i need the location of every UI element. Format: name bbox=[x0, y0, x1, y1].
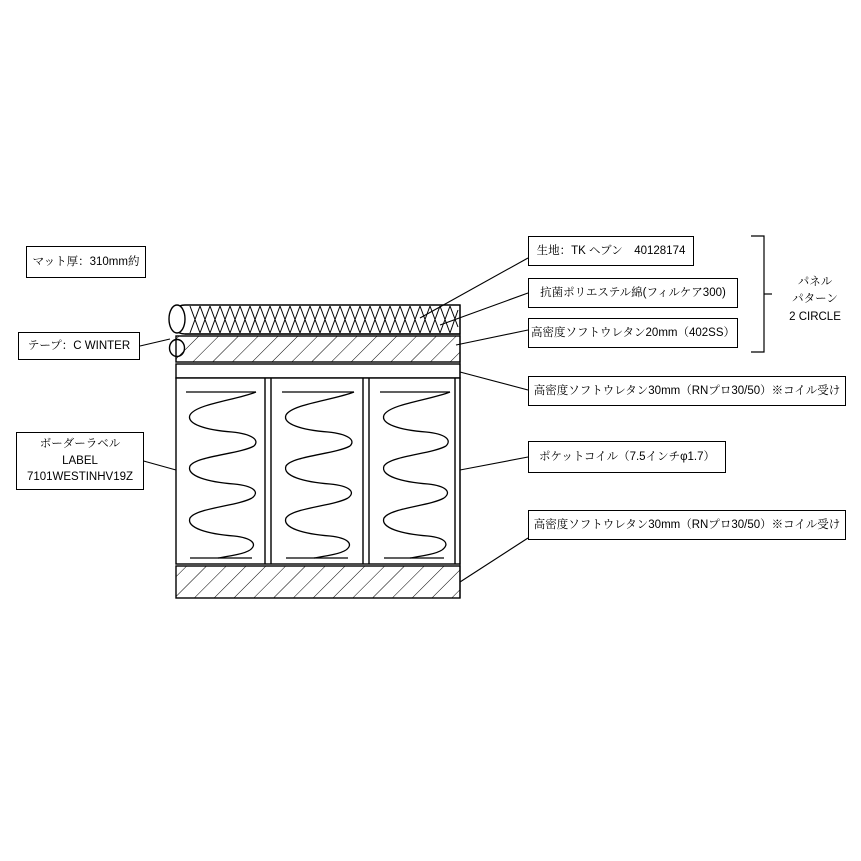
callout-fabric-text: 生地：TK ヘブン 40128174 bbox=[536, 244, 686, 257]
layer-pocket-coils bbox=[176, 378, 460, 564]
callout-fabric bbox=[528, 236, 694, 266]
callout-urethane-30-bottom-text: 高密度ソフトウレタン30mm（RNプロ30/50）※コイル受け bbox=[533, 518, 841, 531]
leader-border-label bbox=[140, 460, 176, 470]
layer-quilted-top bbox=[171, 305, 461, 334]
callout-pocket-coil-text: ポケットコイル（7.5インチφ1.7） bbox=[538, 450, 716, 463]
callout-urethane-30-bottom bbox=[528, 510, 846, 540]
leader-urethane-30-bottom bbox=[460, 538, 528, 582]
leader-urethane-30-top bbox=[460, 372, 528, 390]
panel-pattern-line-1: パネル bbox=[797, 276, 833, 288]
mattress-body bbox=[169, 305, 460, 598]
leader-urethane-20 bbox=[456, 330, 528, 345]
callout-tape bbox=[18, 332, 140, 360]
callout-urethane-30-top-text: 高密度ソフトウレタン30mm（RNプロ30/50）※コイル受け bbox=[533, 384, 841, 397]
callout-pocket-coil bbox=[528, 441, 726, 473]
panel-pattern-line-3: 2 CIRCLE bbox=[789, 310, 841, 323]
layer-urethane-30mm-bottom bbox=[176, 566, 460, 598]
panel-pattern-bracket bbox=[751, 236, 772, 352]
leader-fabric bbox=[420, 258, 528, 318]
callout-border-label bbox=[16, 432, 144, 490]
callout-urethane-20-text: 高密度ソフトウレタン20mm（402SS） bbox=[530, 326, 736, 339]
panel-pattern-line-2: パターン bbox=[792, 293, 838, 306]
callout-antibacterial-wool bbox=[528, 278, 738, 308]
leader-tape bbox=[140, 339, 170, 346]
callout-mat-thickness-text: マット厚：310mm約 bbox=[32, 255, 140, 268]
panel-pattern-label bbox=[778, 274, 852, 326]
border-label-line-2: LABEL bbox=[62, 454, 98, 467]
callout-tape-text: テープ：C WINTER bbox=[27, 339, 131, 352]
layer-urethane-20mm bbox=[176, 336, 460, 362]
leader-pocket-coil bbox=[460, 457, 528, 470]
border-label-line-1: ボーダーラベル bbox=[39, 438, 121, 450]
callout-urethane-20 bbox=[528, 318, 738, 348]
border-label-line-3: 7101WESTINHV19Z bbox=[26, 471, 134, 484]
callout-mat-thickness bbox=[26, 246, 146, 278]
layer-urethane-30mm-top bbox=[176, 364, 460, 378]
callout-antibacterial-wool-text: 抗菌ポリエステル綿(フィルケア300) bbox=[540, 286, 726, 299]
callout-urethane-30-top bbox=[528, 376, 846, 406]
